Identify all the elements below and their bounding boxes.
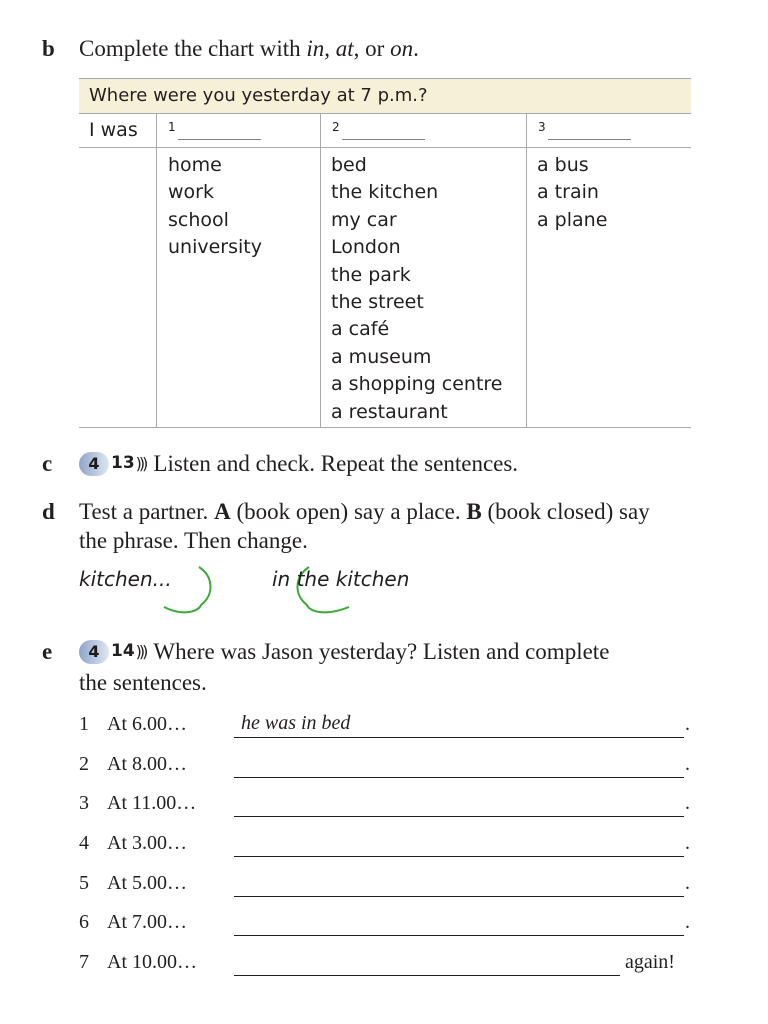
section-instruction: 4 13 ))) Listen and check. Repeat the sentences. (79, 449, 699, 480)
sentence-item (79, 832, 699, 862)
place-item: a restaurant (331, 400, 448, 423)
place-item: the park (331, 263, 411, 286)
preposition-blank[interactable] (548, 139, 631, 140)
sentence-number: 7 (79, 951, 89, 973)
answer-line[interactable] (234, 816, 684, 817)
column-number: 1 (168, 120, 176, 134)
sentence-end: again! (625, 951, 675, 973)
column-number: 3 (538, 120, 546, 134)
place-item: university (168, 236, 262, 259)
sentence-end: . (685, 792, 690, 814)
answer-line[interactable] (234, 975, 620, 976)
sound-waves-icon: ))) (135, 642, 146, 662)
sentence-time: At 7.00… (107, 911, 187, 933)
sentence-end: . (685, 911, 690, 933)
column-2-places (331, 152, 503, 426)
place-item: the kitchen (331, 181, 439, 204)
sentence-item (79, 792, 699, 822)
sentence-item (79, 872, 699, 902)
chart-bottom-rule (79, 427, 691, 428)
section-letter: b (42, 36, 55, 61)
section-letter: d (42, 499, 55, 524)
sentence-number: 6 (79, 911, 89, 933)
place-item: a shopping centre (331, 373, 503, 396)
preposition-blank[interactable] (178, 139, 261, 140)
response-phrase: in the kitchen (272, 567, 410, 591)
place-item: home (168, 154, 222, 176)
speech-example (79, 565, 479, 615)
cd-icon: 4 (79, 640, 109, 664)
chart-question: Where were you yesterday at 7 p.m.? (89, 85, 428, 106)
sentence-number: 5 (79, 872, 89, 894)
sentence-end: . (685, 832, 690, 854)
sentence-number: 4 (79, 832, 89, 854)
place-item: the street (331, 291, 424, 314)
sentence-number: 2 (79, 753, 89, 775)
sample-answer: he was in bed (241, 712, 351, 734)
row-label: I was (89, 119, 138, 141)
place-item: school (168, 208, 229, 231)
audio-track-badge[interactable] (79, 449, 145, 478)
place-item: a bus (537, 154, 589, 176)
sentence-time: At 5.00… (107, 872, 187, 894)
sentence-time: At 6.00… (107, 713, 187, 735)
place-item: work (168, 181, 214, 204)
track-number: 14 (111, 641, 135, 662)
sentence-item (79, 713, 699, 743)
section-letter: c (42, 451, 53, 476)
section-instruction: Complete the chart with in, at, or on. (79, 36, 419, 61)
chart-header (79, 78, 691, 114)
sentence-end: . (685, 713, 690, 735)
answer-line[interactable] (234, 856, 684, 857)
sentence-time: At 10.00… (107, 951, 197, 973)
column-3-places (537, 152, 607, 234)
sentence-time: At 8.00… (107, 753, 187, 775)
sentence-item (79, 753, 699, 783)
place-item: a plane (537, 208, 608, 231)
sentence-item (79, 911, 699, 941)
section-instruction: Test a partner. A (book open) say a place. B (book closed) say the phrase. Then change. (79, 499, 650, 553)
cd-icon: 4 (79, 452, 109, 476)
place-item: a café (331, 318, 390, 341)
column-divider (526, 113, 527, 428)
section-instruction: 4 14 ))) Where was Jason yesterday? Listen and complete the sentences. (79, 639, 610, 696)
sentence-end: . (685, 872, 690, 894)
column-1-places (168, 152, 262, 262)
section-letter: e (42, 639, 53, 664)
sound-waves-icon: ))) (135, 454, 146, 474)
column-divider (320, 113, 321, 428)
preposition-blank[interactable] (342, 139, 425, 140)
prompt-word: kitchen... (79, 567, 172, 591)
place-item: a train (537, 181, 599, 204)
sentence-number: 1 (79, 713, 89, 735)
answer-line[interactable] (234, 737, 684, 738)
answer-line[interactable] (234, 896, 684, 897)
answer-line[interactable] (234, 777, 684, 778)
answer-line[interactable] (234, 935, 684, 936)
column-number: 2 (332, 120, 340, 134)
place-item: bed (331, 154, 367, 176)
preposition-chart (79, 78, 691, 428)
track-number: 13 (111, 453, 135, 474)
place-item: a museum (331, 345, 432, 368)
column-divider (156, 113, 157, 428)
place-item: my car (331, 208, 397, 231)
sentence-time: At 3.00… (107, 832, 187, 854)
audio-track-badge[interactable] (79, 637, 145, 666)
sentence-end: . (685, 753, 690, 775)
sentence-item (79, 951, 699, 981)
sentence-number: 3 (79, 792, 89, 814)
place-item: London (331, 236, 401, 259)
sentence-time: At 11.00… (107, 792, 197, 814)
